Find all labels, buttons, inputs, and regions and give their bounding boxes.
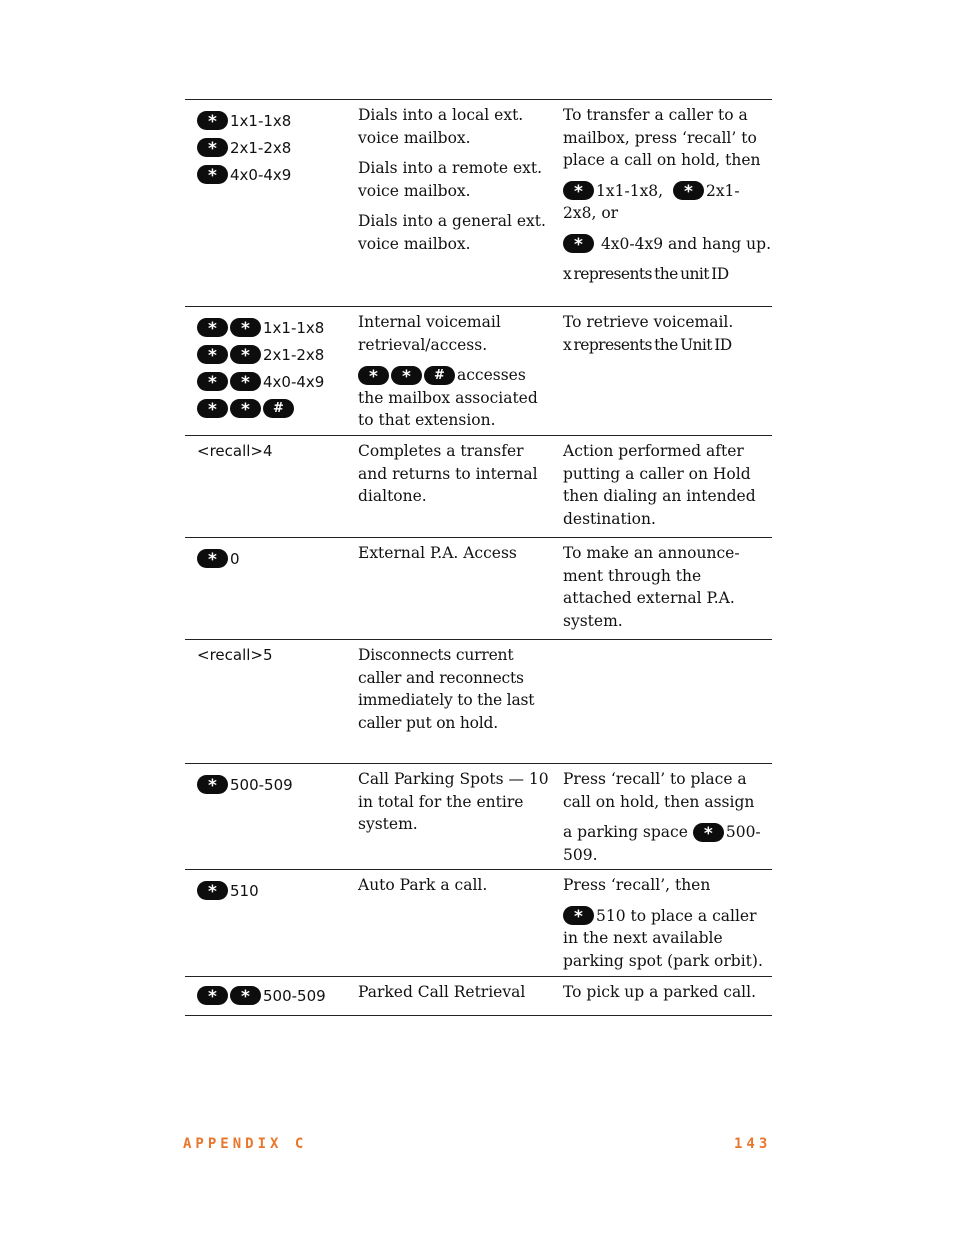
code-cell: * 1x1-1x8 * 2x1-2x8 * 4x0-4x9 [185,100,346,306]
table-row [185,307,772,436]
hash-key-icon: # [424,366,455,385]
table-row [185,538,772,640]
star-key-icon: * [197,549,228,568]
code-cell: <recall>4 [197,442,273,460]
notes-cell: Press ‘recall’, then * 510 to place a caller in the next available parking spot (park orbit). [563,876,763,970]
table-row [185,100,772,307]
table-row [185,977,772,1016]
star-key-icon: * [230,372,261,391]
star-key-icon: * [230,345,261,364]
notes-cell: To transfer a caller to a mailbox, press ‘recall’ to place a call on hold, then * 1x1-1x8, * 2x1-2x8, or * 4x0-4x9 and hang up. x represents the unit ID [563,106,771,283]
feature-code-table [185,99,772,1016]
star-key-icon: * [563,906,594,925]
star-key-icon: * [197,372,228,391]
star-key-icon: * [197,138,228,157]
code-cell: * * 1x1-1x8 * * 2x1-2x8 * * 4x0-4x9 * * # [185,307,346,435]
description-cell: Call Parking Spots — 10 in total for the entire system. [358,770,549,833]
star-key-icon: * [197,399,228,418]
star-key-icon: * [230,399,261,418]
star-key-icon: * [230,318,261,337]
star-key-icon: * [197,165,228,184]
star-key-icon: * [563,181,594,200]
table-row [185,436,772,538]
description-cell: Internal voicemail retrieval/access. * * # accesses the mailbox associated to that extension. [358,313,538,429]
notes-cell [551,640,772,763]
code-cell: * 510 [185,870,346,976]
star-key-icon: * [230,986,261,1005]
description-cell: Completes a transfer and returns to internal dialtone. [358,442,538,505]
star-key-icon: * [693,823,724,842]
description-cell: External P.A. Access [358,544,517,562]
star-key-icon: * [391,366,422,385]
description-cell: Disconnects current caller and reconnects immediately to the last caller put on hold. [358,646,535,732]
notes-cell: To make an announce-ment through the attached external P.A. system. [563,544,740,630]
star-key-icon: * [197,318,228,337]
description-cell: Parked Call Retrieval [358,983,526,1001]
notes-cell: Press ‘recall’ to place a call on hold, then assign a parking space * 500-509. [563,770,761,864]
notes-cell: Action performed after putting a caller on Hold then dialing an intended destination. [563,442,756,528]
star-key-icon: * [197,986,228,1005]
star-key-icon: * [197,775,228,794]
table-row [185,764,772,870]
code-cell: * * 500-509 [185,977,346,1015]
star-key-icon: * [197,345,228,364]
star-key-icon: * [563,234,594,253]
footer-section-label: APPENDIX C [183,1136,308,1152]
page-number: 143 [734,1136,772,1152]
code-cell: * 0 [185,538,346,639]
star-key-icon: * [673,181,704,200]
star-key-icon: * [197,111,228,130]
table-row [185,870,772,977]
star-key-icon: * [358,366,389,385]
table-row [185,640,772,764]
hash-key-icon: # [263,399,294,418]
notes-cell: To pick up a parked call. [563,983,757,1001]
description-cell: Dials into a local ext. voice mailbox. Dials into a remote ext. voice mailbox. Dials into a general ext. voice mailbox. [358,106,546,253]
star-key-icon: * [197,881,228,900]
code-cell: <recall>5 [197,646,273,664]
description-cell: Auto Park a call. [358,876,488,894]
code-cell: * 500-509 [185,764,346,869]
notes-cell: To retrieve voicemail. x represents the Unit ID [563,313,734,354]
